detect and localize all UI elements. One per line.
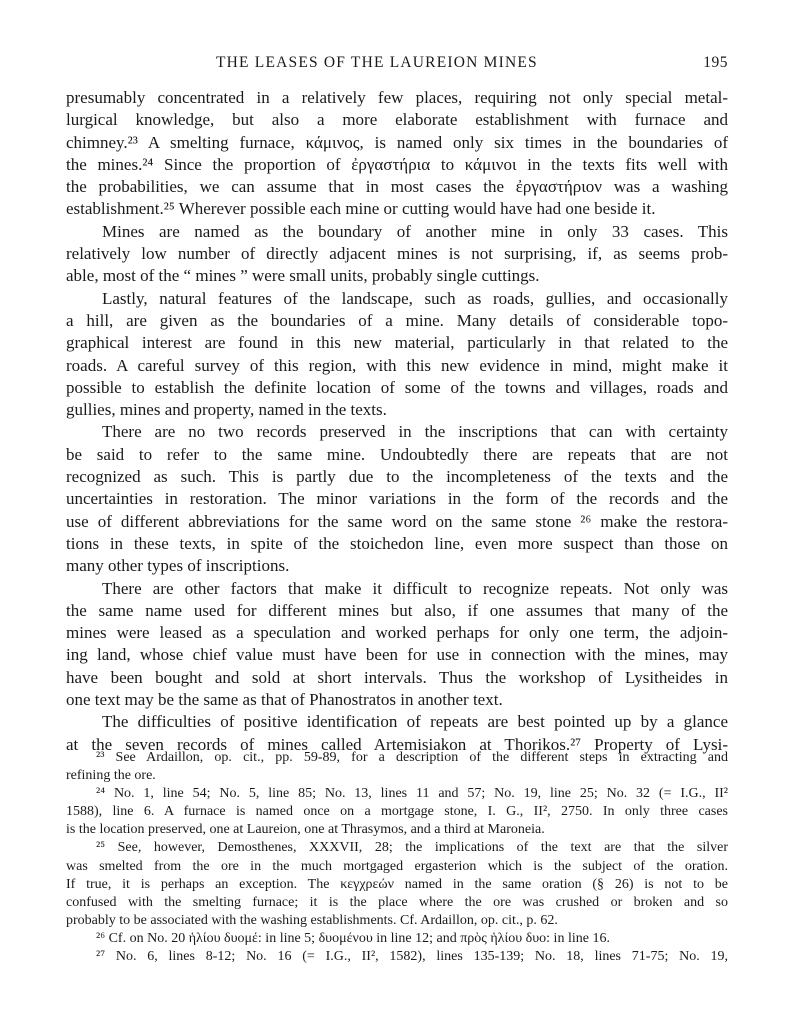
body-line: graphical interest are found in this new material, particularly in that related to the — [66, 333, 728, 353]
body-line: There are other factors that make it difficult to recognize repeats. Not only was — [102, 578, 728, 598]
footnote-line: probably to be associated with the washing establishments. Cf. Ardaillon, op. cit., p. 62. — [66, 912, 558, 928]
body-line: There are no two records preserved in the inscriptions that can with certainty — [102, 422, 728, 442]
body-line: a hill, are given as the boundaries of a mine. Many details of considerable topo- — [66, 310, 728, 330]
body-line: recognized as such. This is partly due to the incompleteness of the texts and the — [66, 467, 728, 487]
body-line: lurgical knowledge, but also a more elaborate establishment with furnace and — [66, 110, 728, 130]
body-line: uncertainties in restoration. The minor variations in the form of the records and the — [66, 489, 728, 509]
body-line: be said to refer to the same mine. Undoubtedly there are repeats that are not — [66, 444, 728, 464]
body-line: the same name used for different mines but also, if one assumes that many of the — [66, 600, 728, 620]
footnote-line: was smelted from the ore in the much mortgaged ergasterion which is the subject of the oration. — [66, 858, 728, 874]
footnotes — [66, 749, 728, 966]
body-line: establishment.²⁵ Wherever possible each mine or cutting would have had one beside it. — [66, 199, 656, 219]
body-line: Lastly, natural features of the landscape, such as roads, gullies, and occasionally — [102, 288, 728, 308]
body-line: ing land, whose chief value must have been for use in connection with the mines, may — [66, 645, 728, 665]
body-text — [66, 87, 728, 756]
body-line: the mines.²⁴ Since the proportion of ἐργαστήρια to κάμινοι in the texts fits well with — [66, 154, 728, 174]
body-line: many other types of inscriptions. — [66, 556, 290, 576]
body-line: Mines are named as the boundary of another mine in only 33 cases. This — [102, 221, 728, 241]
footnote-line: confused with the smelting furnace; it is the place where the ore was crushed or broken and so — [66, 894, 728, 910]
body-line: roads. A careful survey of this region, with this new evidence in mind, might make it — [66, 355, 728, 375]
body-line: able, most of the “ mines ” were small units, probably single cuttings. — [66, 266, 540, 286]
body-line: possible to establish the definite location of some of the towns and villages, roads and — [66, 377, 728, 397]
footnote-line: 1588), line 6. A furnace is named once on a mortgage stone, I. G., II², 2750. In only three cases — [66, 804, 728, 820]
footnote-line: ²⁴ No. 1, line 54; No. 5, line 85; No. 13, lines 11 and 57; No. 19, line 25; No. 32 (= I.G., II² — [96, 786, 728, 802]
body-line: use of different abbreviations for the same word on the same stone ²⁶ make the restora- — [66, 511, 728, 531]
footnote-line: refining the ore. — [66, 768, 156, 784]
footnote-line: ²⁵ See, however, Demosthenes, XXXVII, 28; the implications of the text are that the silver — [96, 840, 728, 856]
body-line: the probabilities, we can assume that in most cases the ἐργαστήριον was a washing — [66, 177, 728, 197]
body-line: one text may be the same as that of Phanostratos in another text. — [66, 690, 503, 710]
body-line: mines were leased as a speculation and worked perhaps for only one term, the adjoin- — [66, 623, 728, 643]
body-line: relatively low number of directly adjacent mines is not surprising, if, as seems prob- — [66, 244, 728, 264]
body-line: at the seven records of mines called Artemisiakon at Thorikos.²⁷ Property of Lysi- — [66, 734, 728, 754]
body-line: The difficulties of positive identification of repeats are best pointed up by a glance — [102, 712, 728, 732]
footnote-line: ²³ See Ardaillon, op. cit., pp. 59-89, for a description of the different steps in extracting and — [96, 750, 728, 765]
footnote-line: ²⁷ No. 6, lines 8-12; No. 16 (= I.G., II², 1582), lines 135-139; No. 18, lines 71-75; No. 19, — [96, 949, 728, 965]
footnote-line: ²⁶ Cf. on No. 20 ἡλίου δυομέ: in line 5; δυομένου in line 12; and πρὸς ἡλίου δυο: in line 16. — [96, 930, 610, 946]
running-head — [66, 54, 728, 76]
page-number: 195 — [703, 54, 728, 71]
body-line: have been bought and sold at short intervals. Thus the workshop of Lysitheides in — [66, 667, 728, 687]
body-line: gullies, mines and property, named in the texts. — [66, 400, 387, 420]
footnote-line: If true, it is perhaps an exception. The κεγχρεών named in the same oration (§ 26) is not to be — [66, 876, 728, 892]
body-line: chimney.²³ A smelting furnace, κάμινος, is named only six times in the boundaries of — [66, 132, 728, 152]
running-title: THE LEASES OF THE LAUREION MINES — [216, 54, 538, 71]
body-line: presumably concentrated in a relatively few places, requiring not only special metal- — [66, 88, 728, 107]
body-line: tions in these texts, in spite of the stoichedon line, even more suspect than those on — [66, 533, 728, 553]
footnote-line: is the location preserved, one at Laureion, one at Thrasymos, and a third at Maroneia. — [66, 822, 545, 838]
